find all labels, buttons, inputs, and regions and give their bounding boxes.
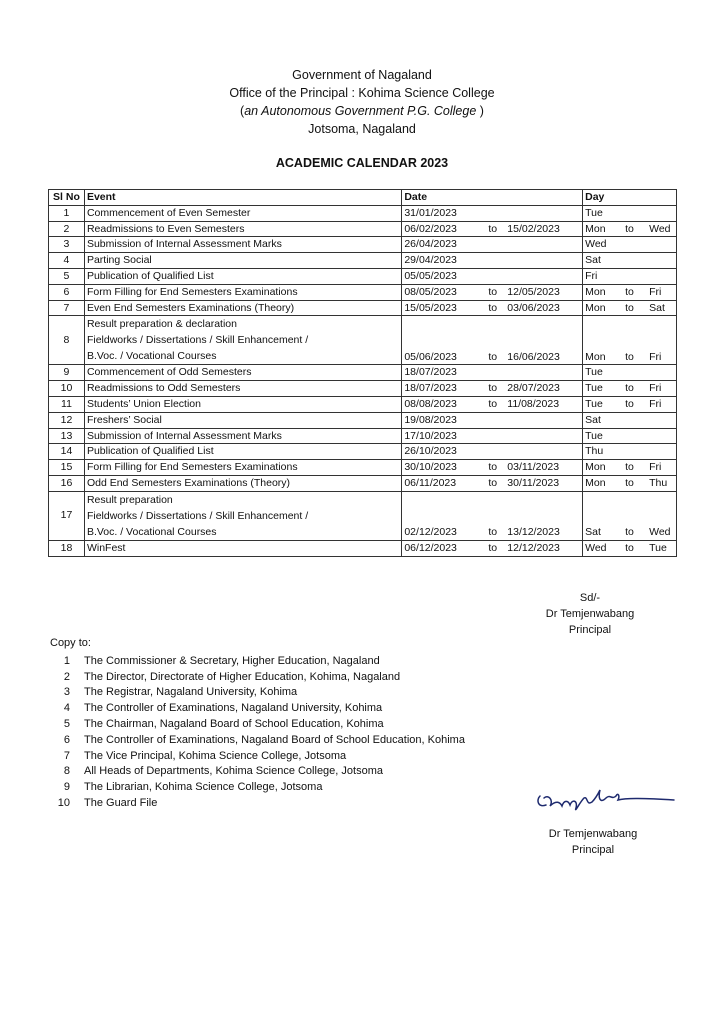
- date-from: 18/07/2023: [404, 366, 457, 379]
- sl-no-cell: 2: [49, 221, 85, 237]
- list-text: The Controller of Examinations, Nagaland Board of School Education, Kohima: [84, 733, 465, 746]
- date-to-word: to: [488, 285, 498, 298]
- date-to: 28/07/2023: [507, 382, 560, 395]
- day-to-word: to: [625, 397, 634, 410]
- copy-to-heading: Copy to:: [50, 637, 91, 649]
- sd-mark: Sd/-: [579, 592, 601, 604]
- day-cell: [583, 491, 677, 540]
- event-cell: [84, 268, 401, 284]
- table-row: [49, 253, 677, 269]
- date-cell: [402, 444, 583, 460]
- sl-no-cell: 3: [49, 237, 85, 253]
- day-to: Fri: [649, 397, 662, 410]
- day-cell: [583, 412, 677, 428]
- event-text: Publication of Qualified List: [86, 445, 214, 458]
- signoff-bottom: [528, 826, 658, 858]
- table-row: [49, 475, 677, 491]
- event-text: B.Voc. / Vocational Courses: [86, 525, 217, 538]
- day-cell: [583, 381, 677, 397]
- list-item: [50, 654, 465, 670]
- date-cell: [402, 221, 583, 237]
- event-text: Odd End Semesters Examinations (Theory): [86, 476, 291, 489]
- date-cell: [402, 428, 583, 444]
- sl-no-cell: 10: [49, 381, 85, 397]
- date-from: 31/01/2023: [404, 206, 457, 219]
- date-cell: [402, 268, 583, 284]
- date-to: 11/08/2023: [507, 397, 560, 410]
- copy-to-list: [50, 654, 465, 812]
- list-text: The Librarian, Kohima Science College, Jotsoma: [84, 781, 323, 794]
- sl-no-cell: 4: [49, 253, 85, 269]
- date-cell: [402, 540, 583, 556]
- event-text: Form Filling for End Semesters Examinations: [86, 285, 298, 298]
- day-from: Sat: [585, 525, 601, 538]
- table-row: [49, 540, 677, 556]
- sl-no-cell: 8: [49, 316, 85, 365]
- date-from: 26/04/2023: [404, 238, 457, 251]
- header-government: Government of Nagaland: [292, 68, 432, 82]
- day-from: Mon: [585, 461, 606, 474]
- list-item: [50, 749, 465, 765]
- table-row: [49, 300, 677, 316]
- event-cell: [84, 460, 401, 476]
- date-to-word: to: [488, 382, 498, 395]
- list-item: [50, 796, 465, 812]
- day-from: Tue: [585, 366, 603, 379]
- date-from: 30/10/2023: [404, 461, 457, 474]
- event-cell: [84, 300, 401, 316]
- sl-no-cell: 17: [49, 491, 85, 540]
- day-cell: [583, 237, 677, 253]
- date-from: 29/04/2023: [404, 254, 457, 267]
- date-from: 19/08/2023: [404, 413, 457, 426]
- date-to-word: to: [488, 525, 498, 538]
- academic-calendar-table: [48, 189, 677, 557]
- event-cell: [84, 396, 401, 412]
- day-from: Tue: [585, 206, 603, 219]
- list-text: All Heads of Departments, Kohima Science College, Jotsoma: [84, 765, 383, 778]
- table-row: [49, 428, 677, 444]
- event-cell: [84, 237, 401, 253]
- event-text: Fieldworks / Dissertations / Skill Enhancement /: [86, 334, 309, 347]
- date-from: 06/11/2023: [404, 476, 457, 489]
- table-row: [49, 221, 677, 237]
- date-to: 03/11/2023: [507, 461, 560, 474]
- day-to-word: to: [625, 476, 634, 489]
- list-number: 6: [63, 733, 70, 746]
- header-date: Date: [402, 190, 583, 206]
- table-row: [49, 396, 677, 412]
- date-to-word: to: [488, 541, 498, 554]
- day-from: Sat: [585, 413, 601, 426]
- day-to-word: to: [625, 382, 634, 395]
- list-text: The Chairman, Nagaland Board of School Education, Kohima: [84, 717, 384, 730]
- day-cell: [583, 460, 677, 476]
- date-from: 05/05/2023: [404, 269, 457, 282]
- list-text: The Guard File: [84, 796, 158, 809]
- event-cell: [84, 491, 401, 540]
- date-from: 26/10/2023: [404, 445, 457, 458]
- day-cell: [583, 221, 677, 237]
- day-from: Wed: [585, 238, 607, 251]
- sl-no-cell: 12: [49, 412, 85, 428]
- day-from: Mon: [585, 301, 606, 314]
- list-number: 2: [63, 670, 70, 683]
- sl-no-cell: 5: [49, 268, 85, 284]
- list-number: 3: [63, 686, 70, 699]
- date-from: 15/05/2023: [404, 301, 457, 314]
- list-number: 9: [63, 781, 70, 794]
- date-cell: [402, 381, 583, 397]
- list-number: 4: [63, 702, 70, 715]
- day-to: Fri: [649, 461, 662, 474]
- header-day: Day: [583, 190, 677, 206]
- list-item: [50, 780, 465, 796]
- date-from: 06/02/2023: [404, 222, 457, 235]
- date-to-word: to: [488, 350, 498, 363]
- signatory-role: Principal: [568, 624, 612, 636]
- date-to: 03/06/2023: [507, 301, 560, 314]
- event-cell: [84, 540, 401, 556]
- date-cell: [402, 237, 583, 253]
- list-text: The Registrar, Nagaland University, Kohima: [84, 686, 298, 699]
- day-to-word: to: [625, 461, 634, 474]
- day-from: Tue: [585, 397, 603, 410]
- day-from: Mon: [585, 476, 606, 489]
- sl-no-cell: 11: [49, 396, 85, 412]
- date-cell: [402, 460, 583, 476]
- date-to-word: to: [488, 397, 498, 410]
- day-to: Sat: [649, 301, 665, 314]
- date-from: 08/05/2023: [404, 285, 457, 298]
- sl-no-cell: 9: [49, 365, 85, 381]
- date-from: 05/06/2023: [404, 350, 457, 363]
- day-from: Mon: [585, 285, 606, 298]
- table-row: [49, 316, 677, 365]
- list-number: 8: [63, 765, 70, 778]
- list-item: [50, 701, 465, 717]
- signatory-role: Principal: [571, 844, 615, 856]
- day-cell: [583, 300, 677, 316]
- list-item: [50, 685, 465, 701]
- event-text: Publication of Qualified List: [86, 269, 214, 282]
- list-number: 7: [63, 749, 70, 762]
- event-cell: [84, 205, 401, 221]
- table-row: [49, 444, 677, 460]
- table-header-row: [49, 190, 677, 206]
- event-cell: [84, 412, 401, 428]
- date-cell: [402, 491, 583, 540]
- date-cell: [402, 365, 583, 381]
- event-text: Readmissions to Odd Semesters: [86, 382, 241, 395]
- date-from: 17/10/2023: [404, 429, 457, 442]
- event-cell: [84, 316, 401, 365]
- table-row: [49, 412, 677, 428]
- day-to-word: to: [625, 301, 634, 314]
- list-item: [50, 717, 465, 733]
- sl-no-cell: 16: [49, 475, 85, 491]
- date-to: 13/12/2023: [507, 525, 560, 538]
- sl-no-cell: 15: [49, 460, 85, 476]
- day-from: Wed: [585, 541, 607, 554]
- event-cell: [84, 428, 401, 444]
- day-from: Fri: [585, 269, 598, 282]
- table-row: [49, 491, 677, 540]
- date-to: 12/05/2023: [507, 285, 560, 298]
- header-location: Jotsoma, Nagaland: [308, 122, 416, 136]
- date-to-word: to: [488, 476, 498, 489]
- event-text: Submission of Internal Assessment Marks: [86, 238, 282, 251]
- event-text: Students’ Union Election: [86, 397, 201, 410]
- date-to: 12/12/2023: [507, 541, 560, 554]
- event-text: Fieldworks / Dissertations / Skill Enhancement /: [86, 509, 309, 522]
- date-cell: [402, 396, 583, 412]
- day-to-word: to: [625, 541, 634, 554]
- day-cell: [583, 444, 677, 460]
- event-cell: [84, 475, 401, 491]
- letterhead: [0, 66, 724, 138]
- signatory-name: Dr Temjenwabang: [545, 608, 635, 620]
- date-cell: [402, 300, 583, 316]
- date-cell: [402, 316, 583, 365]
- day-from: Tue: [585, 382, 603, 395]
- event-text: Parting Social: [86, 254, 152, 267]
- list-text: The Vice Principal, Kohima Science College, Jotsoma: [84, 749, 347, 762]
- date-from: 06/12/2023: [404, 541, 457, 554]
- table-row: [49, 205, 677, 221]
- list-text: The Controller of Examinations, Nagaland University, Kohima: [84, 702, 383, 715]
- day-cell: [583, 540, 677, 556]
- event-text: Submission of Internal Assessment Marks: [86, 429, 282, 442]
- event-text: Form Filling for End Semesters Examinations: [86, 461, 298, 474]
- event-cell: [84, 381, 401, 397]
- day-from: Mon: [585, 350, 606, 363]
- event-cell: [84, 253, 401, 269]
- list-item: [50, 764, 465, 780]
- event-cell: [84, 221, 401, 237]
- table-row: [49, 268, 677, 284]
- list-item: [50, 670, 465, 686]
- day-cell: [583, 396, 677, 412]
- day-to: Tue: [649, 541, 667, 554]
- day-from: Tue: [585, 429, 603, 442]
- day-from: Mon: [585, 222, 606, 235]
- event-text: B.Voc. / Vocational Courses: [86, 350, 217, 363]
- list-text: The Commissioner & Secretary, Higher Education, Nagaland: [84, 654, 380, 667]
- header-sl-no: Sl No: [49, 190, 85, 206]
- day-from: Sat: [585, 254, 601, 267]
- event-text: Result preparation & declaration: [86, 318, 237, 331]
- sl-no-cell: 7: [49, 300, 85, 316]
- event-text: Freshers’ Social: [86, 413, 162, 426]
- day-cell: [583, 268, 677, 284]
- table-row: [49, 381, 677, 397]
- table-row: [49, 460, 677, 476]
- event-text: Result preparation: [86, 493, 173, 506]
- document-title: ACADEMIC CALENDAR 2023: [275, 156, 449, 170]
- day-to: Wed: [649, 525, 671, 538]
- date-from: 02/12/2023: [404, 525, 457, 538]
- day-to-word: to: [625, 222, 634, 235]
- date-from: 08/08/2023: [404, 397, 457, 410]
- date-to-word: to: [488, 222, 498, 235]
- event-text: Readmissions to Even Semesters: [86, 222, 245, 235]
- day-from: Thu: [585, 445, 604, 458]
- day-cell: [583, 253, 677, 269]
- header-office: Office of the Principal : Kohima Science College: [229, 86, 495, 100]
- list-item: [50, 733, 465, 749]
- date-cell: [402, 475, 583, 491]
- event-text: Even End Semesters Examinations (Theory): [86, 301, 295, 314]
- handwritten-signature: [534, 778, 684, 821]
- date-to: 16/06/2023: [507, 350, 560, 363]
- day-to-word: to: [625, 525, 634, 538]
- list-number: 10: [57, 796, 70, 809]
- day-to: Wed: [649, 222, 671, 235]
- list-text: The Director, Directorate of Higher Education, Kohima, Nagaland: [84, 670, 401, 683]
- list-number: 5: [63, 717, 70, 730]
- day-to: Fri: [649, 285, 662, 298]
- day-cell: [583, 365, 677, 381]
- date-cell: [402, 205, 583, 221]
- sl-no-cell: 1: [49, 205, 85, 221]
- event-cell: [84, 284, 401, 300]
- header-event: Event: [84, 190, 401, 206]
- signoff-top: [520, 590, 660, 638]
- table-row: [49, 237, 677, 253]
- date-from: 18/07/2023: [404, 382, 457, 395]
- day-cell: [583, 475, 677, 491]
- sl-no-cell: 14: [49, 444, 85, 460]
- table-body: [49, 205, 677, 556]
- event-text: Commencement of Even Semester: [86, 206, 251, 219]
- date-cell: [402, 284, 583, 300]
- day-to: Thu: [649, 476, 668, 489]
- copy-to-section: [50, 636, 465, 812]
- header-college-status: (an Autonomous Government P.G. College ): [240, 104, 484, 118]
- day-cell: [583, 205, 677, 221]
- day-to: Fri: [649, 350, 662, 363]
- list-number: 1: [63, 654, 70, 667]
- sl-no-cell: 18: [49, 540, 85, 556]
- date-to: 15/02/2023: [507, 222, 560, 235]
- date-cell: [402, 253, 583, 269]
- event-cell: [84, 444, 401, 460]
- table-row: [49, 365, 677, 381]
- date-to-word: to: [488, 461, 498, 474]
- event-text: Commencement of Odd Semesters: [86, 366, 252, 379]
- signatory-name: Dr Temjenwabang: [548, 828, 638, 840]
- date-to: 30/11/2023: [507, 476, 560, 489]
- table-row: [49, 284, 677, 300]
- sl-no-cell: 6: [49, 284, 85, 300]
- event-text: WinFest: [86, 541, 126, 554]
- day-cell: [583, 284, 677, 300]
- day-to-word: to: [625, 350, 634, 363]
- sl-no-cell: 13: [49, 428, 85, 444]
- day-to: Fri: [649, 382, 662, 395]
- date-to-word: to: [488, 301, 498, 314]
- day-to-word: to: [625, 285, 634, 298]
- day-cell: [583, 428, 677, 444]
- event-cell: [84, 365, 401, 381]
- date-cell: [402, 412, 583, 428]
- day-cell: [583, 316, 677, 365]
